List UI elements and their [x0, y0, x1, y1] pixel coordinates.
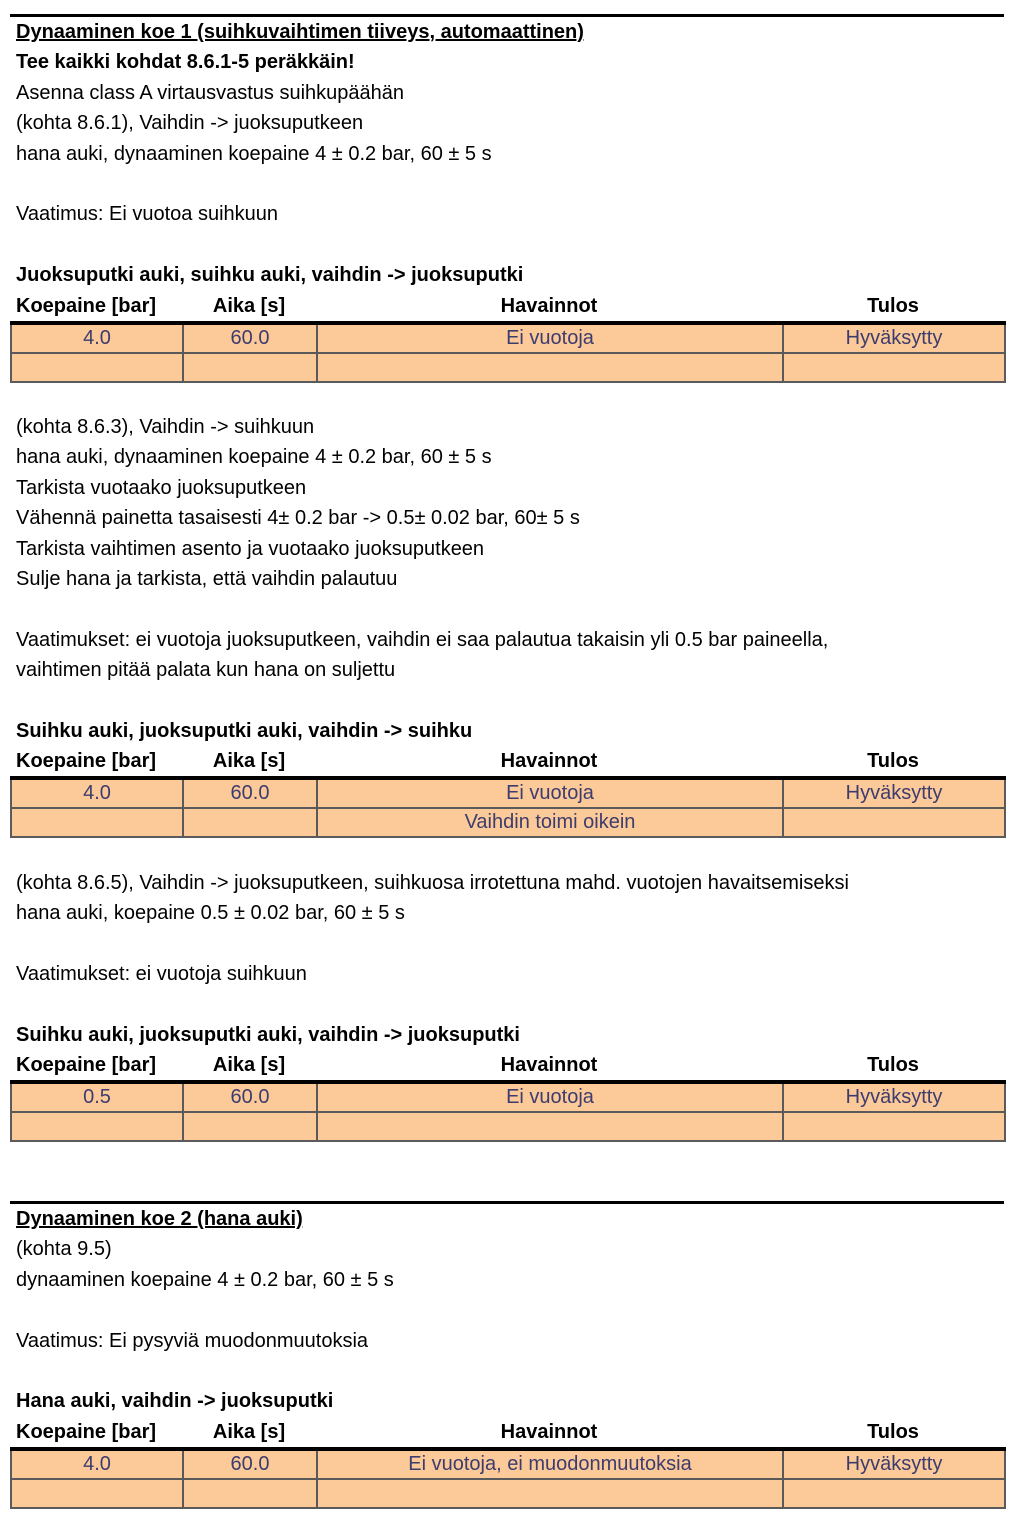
text-line: Asenna class A virtausvastus suihkupäähän	[16, 81, 405, 104]
table-title: Hana auki, vaihdin -> juoksuputki	[16, 1390, 334, 1413]
requirement-text: Vaatimus: Ei pysyviä muodonmuutoksia	[16, 1329, 369, 1352]
table-row	[11, 323, 1005, 353]
table-cell[interactable]: Hyväksytty	[783, 1082, 1005, 1112]
test1-instruction: Tee kaikki kohdat 8.6.1-5 peräkkäin!	[16, 51, 355, 74]
table-cell[interactable]: 60.0	[183, 1449, 317, 1479]
table-cell[interactable]	[11, 1112, 183, 1141]
table-cell[interactable]: Hyväksytty	[783, 1449, 1005, 1479]
column-header: Aika [s]	[212, 750, 286, 773]
test2-section	[10, 1201, 1004, 1509]
results-table	[10, 776, 1006, 838]
text-line: Vähennä painetta tasaisesti 4± 0.2 bar -> 0.5± 0.02 bar, 60± 5 s	[16, 507, 580, 530]
table-cell[interactable]: Vaihdin toimi oikein	[317, 808, 783, 837]
column-header: Tulos	[867, 1420, 919, 1443]
column-header: Aika [s]	[212, 1420, 286, 1443]
test1-section	[10, 14, 1004, 383]
table-header	[10, 1050, 1004, 1080]
table-cell[interactable]	[11, 1479, 183, 1508]
column-header: Havainnot	[500, 1054, 598, 1077]
text-line: hana auki, dynaaminen koepaine 4 ± 0.2 bar, 60 ± 5 s	[16, 142, 492, 165]
table-row	[11, 353, 1005, 382]
table-cell[interactable]: Ei vuotoja	[317, 778, 783, 808]
table-cell[interactable]	[783, 1112, 1005, 1141]
table-cell[interactable]	[783, 1479, 1005, 1508]
column-header: Havainnot	[500, 1420, 598, 1443]
table-cell[interactable]	[11, 353, 183, 382]
table-cell[interactable]: Hyväksytty	[783, 323, 1005, 353]
column-header: Tulos	[867, 1054, 919, 1077]
text-line: Tarkista vuotaako juoksuputkeen	[16, 476, 307, 499]
table-row	[11, 1479, 1005, 1508]
table-cell[interactable]	[11, 808, 183, 837]
table-cell[interactable]: Ei vuotoja, ei muodonmuutoksia	[317, 1449, 783, 1479]
table-cell[interactable]: Ei vuotoja	[317, 1082, 783, 1112]
table-cell[interactable]: 0.5	[11, 1082, 183, 1112]
text-line: (kohta 8.6.5), Vaihdin -> juoksuputkeen, suihkuosa irrotettuna mahd. vuotojen havaitsemiseksi	[16, 872, 849, 894]
table-cell[interactable]: 60.0	[183, 778, 317, 808]
table-row	[11, 1112, 1005, 1141]
requirement-text: Vaatimukset: ei vuotoja suihkuun	[16, 963, 307, 986]
column-header: Koepaine [bar]	[16, 1054, 157, 1077]
table-row	[11, 1082, 1005, 1112]
text-line: dynaaminen koepaine 4 ± 0.2 bar, 60 ± 5 s	[16, 1268, 394, 1291]
requirement-text: vaihtimen pitää palata kun hana on suljettu	[16, 659, 396, 682]
table-cell[interactable]: Ei vuotoja	[317, 323, 783, 353]
table-header	[10, 1417, 1004, 1447]
table-title: Juoksuputki auki, suihku auki, vaihdin -> juoksuputki	[16, 264, 524, 287]
text-line: (kohta 8.6.3), Vaihdin -> suihkuun	[16, 416, 315, 438]
table-header	[10, 746, 1004, 776]
column-header: Havainnot	[500, 294, 598, 317]
column-header: Aika [s]	[212, 1054, 286, 1077]
text-line: (kohta 8.6.1), Vaihdin -> juoksuputkeen	[16, 112, 364, 135]
table-cell[interactable]	[183, 1479, 317, 1508]
table-cell[interactable]: 60.0	[183, 323, 317, 353]
table-row	[11, 1449, 1005, 1479]
table-row	[11, 808, 1005, 837]
table-cell[interactable]	[317, 1479, 783, 1508]
table-cell[interactable]: 60.0	[183, 1082, 317, 1112]
column-header: Tulos	[867, 750, 919, 773]
column-header: Koepaine [bar]	[16, 750, 157, 773]
table-cell[interactable]	[783, 808, 1005, 837]
table-header	[10, 291, 1004, 321]
test1-part-c	[10, 868, 1004, 1142]
table-cell[interactable]	[783, 353, 1005, 382]
requirement-text: Vaatimukset: ei vuotoja juoksuputkeen, vaihdin ei saa palautua takaisin yli 0.5 bar paineella,	[16, 628, 829, 651]
results-table	[10, 321, 1006, 383]
table-row	[11, 778, 1005, 808]
text-line: (kohta 9.5)	[16, 1238, 112, 1261]
results-table	[10, 1447, 1006, 1509]
text-line: hana auki, dynaaminen koepaine 4 ± 0.2 bar, 60 ± 5 s	[16, 446, 492, 469]
text-line: hana auki, koepaine 0.5 ± 0.02 bar, 60 ± 5 s	[16, 902, 405, 925]
table-cell[interactable]	[183, 1112, 317, 1141]
table-cell[interactable]: 4.0	[11, 1449, 183, 1479]
column-header: Havainnot	[500, 750, 598, 773]
table-cell[interactable]	[183, 808, 317, 837]
table-cell[interactable]: 4.0	[11, 778, 183, 808]
requirement-text: Vaatimus: Ei vuotoa suihkuun	[16, 203, 279, 226]
test1-title: Dynaaminen koe 1 (suihkuvaihtimen tiiveys, automaattinen)	[16, 21, 584, 43]
table-cell[interactable]	[183, 353, 317, 382]
column-header: Koepaine [bar]	[16, 294, 157, 317]
table-cell[interactable]: Hyväksytty	[783, 778, 1005, 808]
table-title: Suihku auki, juoksuputki auki, vaihdin -> suihku	[16, 719, 473, 742]
test2-title: Dynaaminen koe 2 (hana auki)	[16, 1208, 303, 1230]
results-table	[10, 1080, 1006, 1142]
text-line: Sulje hana ja tarkista, että vaihdin palautuu	[16, 567, 398, 590]
table-title: Suihku auki, juoksuputki auki, vaihdin -> juoksuputki	[16, 1023, 520, 1046]
table-cell[interactable]: 4.0	[11, 323, 183, 353]
column-header: Aika [s]	[212, 294, 286, 317]
text-line: Tarkista vaihtimen asento ja vuotaako juoksuputkeen	[16, 537, 485, 560]
table-cell[interactable]	[317, 353, 783, 382]
column-header: Tulos	[867, 294, 919, 317]
table-cell[interactable]	[317, 1112, 783, 1141]
test1-part-b	[10, 412, 1004, 838]
column-header: Koepaine [bar]	[16, 1420, 157, 1443]
